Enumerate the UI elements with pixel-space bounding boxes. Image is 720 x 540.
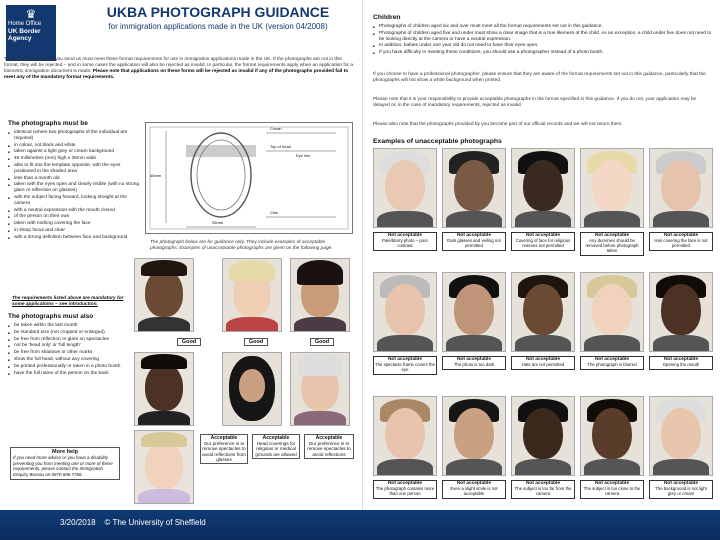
children-heading: Children xyxy=(373,14,401,21)
intro-note: Please note that applications on these forms will be rejected as invalid if any of the photographs provided fail to meet any of the mandatory format requirements. xyxy=(4,69,349,81)
photo-also-item: ■ not be 'head only' or 'full length' xyxy=(8,343,123,349)
children-item: ■ In addition, babies under one year old do not need to have their eyes open. xyxy=(373,43,713,49)
photo-also-item: ■ be standard size (not cropped or enlarged) xyxy=(8,330,123,336)
page-subtitle: for immigration applications made in the UK (version 04/2008) xyxy=(108,22,328,31)
photo-must-item: ■ 45 millimetres (mm) high x 35mm wide xyxy=(8,156,140,162)
more-help-box xyxy=(10,447,120,480)
photo-must-item: ■ less than a month old xyxy=(8,176,140,182)
not-acceptable-label xyxy=(580,480,644,499)
photo-must-item: ■ with a neutral expression with the mouth closed xyxy=(8,208,140,214)
not-acceptable-head: Not acceptable xyxy=(663,481,699,486)
unacceptable-photo-2-3 xyxy=(511,272,575,352)
unacceptable-photo-1-1 xyxy=(373,148,437,228)
more-help-text: If you need more advice or you have a disability preventing you from meeting one or more of these requirements, please contact the Immigration Enquiry Bureau on 0870 606 7766. xyxy=(13,455,113,477)
footer xyxy=(60,518,206,527)
not-acceptable-head: Not acceptable xyxy=(387,481,423,486)
not-acceptable-label xyxy=(649,356,713,370)
unacceptable-photo-1-5 xyxy=(649,148,713,228)
responsibility-paragraph: Please note that it is your responsibility to provide acceptable photographs in the format specified in this guidance. If you do not, your application may be delayed or, in the case of mandatory requirements, rejected as invalid. xyxy=(373,97,697,109)
not-acceptable-head: Not acceptable xyxy=(387,357,423,362)
not-acceptable-head: Not acceptable xyxy=(525,357,561,362)
photo-also-list xyxy=(8,323,123,377)
acceptable-note-2: Acceptable Head coverings for religious or medical grounds are allowed xyxy=(252,434,300,459)
not-acceptable-head: Not acceptable xyxy=(456,481,492,486)
unacceptable-photo-3-3 xyxy=(511,396,575,476)
diagram-label-crown: Crown xyxy=(270,126,282,131)
not-acceptable-label xyxy=(649,480,713,499)
photo-must-item: ■ able to fit into the template opposite, with the eyes positioned in the shaded area xyxy=(8,163,140,175)
photo-must-item: ■ taken with the eyes open and clearly visible (with no strong glare or reflection on glasses) xyxy=(8,182,140,194)
children-item: ■ Photographs of children aged five and under must show a clear image that is a true likeness of the child. As an exception, a child under five does not need to be looking directly at the camera or have a neutral expression. xyxy=(373,31,713,43)
not-acceptable-label xyxy=(373,232,437,251)
photographer-paragraph: If you choose to have a professional photographer, please ensure that they are aware of the format requirements set out in this guidance, particularly that the photographs will not show a white background when printed. xyxy=(373,72,706,84)
not-acceptable-reason: The subject is too close to the camera xyxy=(583,485,641,496)
page-title: UKBA PHOTOGRAPH GUIDANCE xyxy=(106,4,330,20)
diagram-label-width: 35mm xyxy=(212,220,224,225)
unacceptable-heading: Examples of unacceptable photographs xyxy=(373,138,502,145)
photo-good-woman xyxy=(290,258,350,332)
not-acceptable-head: Not acceptable xyxy=(663,233,699,238)
unacceptable-photo-1-3 xyxy=(511,148,575,228)
photo-accept-baby xyxy=(134,430,194,504)
photo-accept-man-glasses xyxy=(134,352,194,426)
photo-also-item: ■ be free from reflection or glare on spectacles xyxy=(8,337,123,343)
acceptable-note-1: Acceptable Our preference is to remove spectacles to avoid reflections from glasses xyxy=(200,434,248,464)
not-acceptable-label xyxy=(442,356,506,370)
not-acceptable-label xyxy=(649,232,713,251)
unacceptable-photo-2-4 xyxy=(580,272,644,352)
photo-also-item: ■ show the full head, without any covering xyxy=(8,357,123,363)
not-acceptable-label xyxy=(442,232,506,251)
not-acceptable-head: Not acceptable xyxy=(594,357,630,362)
unacceptable-photo-1-4 xyxy=(580,148,644,228)
not-acceptable-reason: The background is not light grey or cream xyxy=(655,485,707,496)
not-acceptable-reason: Any dummies should be removed before photograph taken xyxy=(585,237,639,253)
not-acceptable-head: Not acceptable xyxy=(594,233,630,238)
photo-must-list xyxy=(8,130,140,242)
photo-also-item: ■ be taken within the last month xyxy=(8,323,123,329)
photo-also-item: ■ have the full name of the person on the back xyxy=(8,371,123,377)
not-acceptable-reason: The photograph is blurred xyxy=(587,361,637,367)
more-help-heading: More help xyxy=(52,449,78,455)
unacceptable-photo-3-5 xyxy=(649,396,713,476)
photo-must-heading: The photographs must be xyxy=(8,120,88,127)
photo-good-man xyxy=(134,258,194,332)
not-acceptable-reason: The subject is too far from the camera xyxy=(514,485,572,496)
photo-must-item: ■ taken with nothing covering the face xyxy=(8,221,140,227)
not-acceptable-reason: Covering of face for religious reasons not permitted xyxy=(515,237,571,248)
photo-accept-headscarf xyxy=(222,352,282,426)
unacceptable-photo-3-2 xyxy=(442,396,506,476)
photo-must-item: ■ in colour, not black and white xyxy=(8,143,140,149)
not-acceptable-reason: Pale/blurry photo – poor contrast xyxy=(382,237,428,248)
not-acceptable-head: Not acceptable xyxy=(663,357,699,362)
not-acceptable-reason: The photograph contains more than one person xyxy=(375,485,435,496)
photo-must-item: ■ identical (where two photographs of the individual are required) xyxy=(8,130,140,142)
not-acceptable-label xyxy=(580,232,644,256)
photo-must-item: ■ in sharp focus and clear xyxy=(8,228,140,234)
diagram-label-eyes: Eye line xyxy=(296,153,311,158)
intro-text xyxy=(4,57,358,81)
children-item: ■ Photographs of children aged six and over must meet all the format requirements set out in this guidance. xyxy=(373,24,713,30)
not-acceptable-head: Not acceptable xyxy=(387,233,423,238)
records-paragraph: Please also note that the photographs provided by you become part of our official records and we will not return them. xyxy=(373,122,623,127)
not-acceptable-reason: The photo is too dark xyxy=(453,361,495,367)
intro-paragraph: The photographs which you send us must meet these format requirements for use in immigration applications made in the UK. If the photographs are not in this format, they will be rejected – and in some cases the application will also be rejected as invalid. In particular, the format requirements apply when an application for a biometric immigration document is made. xyxy=(4,57,354,75)
not-acceptable-label xyxy=(511,480,575,499)
not-acceptable-head: Not acceptable xyxy=(525,233,561,238)
photo-must-item: ■ with a strong definition between face and background xyxy=(8,235,140,241)
not-acceptable-label xyxy=(373,480,437,499)
template-diagram xyxy=(145,122,353,234)
photo-must-item: ■ of the person on their own xyxy=(8,214,140,220)
not-acceptable-head: Not acceptable xyxy=(594,481,630,486)
not-acceptable-reason: Dark glasses and veiling not permitted xyxy=(447,237,501,248)
ukba-logo xyxy=(6,5,56,61)
not-acceptable-label xyxy=(373,356,437,375)
logo-name: UK Border Agency xyxy=(8,27,41,43)
diagram-label-chin: Chin xyxy=(270,210,279,215)
photo-also-heading: The photographs must also xyxy=(8,313,94,320)
photo-good-child xyxy=(222,258,282,332)
not-acceptable-reason: Hats are not permitted xyxy=(521,361,565,367)
not-acceptable-head: Not acceptable xyxy=(525,481,561,486)
not-acceptable-label xyxy=(442,480,506,499)
not-acceptable-label xyxy=(511,232,575,251)
unacceptable-photo-1-2 xyxy=(442,148,506,228)
unacceptable-photo-3-1 xyxy=(373,396,437,476)
good-label-2: Good xyxy=(244,338,268,346)
not-acceptable-reason: Hair covering the face is not permitted xyxy=(654,237,708,248)
photo-also-item: ■ be free from shadows or other marks xyxy=(8,350,123,356)
photo-must-item: ■ with the subject facing forward, looking straight at the camera xyxy=(8,195,140,207)
unacceptable-photo-2-1 xyxy=(373,272,437,352)
mandatory-note: The requirements listed above are mandatory for some applications – see introduction. xyxy=(12,296,124,307)
unacceptable-photo-2-2 xyxy=(442,272,506,352)
photo-also-item: ■ be printed professionally or taken in a photo booth xyxy=(8,364,123,370)
photo-must-item: ■ taken against a light grey or cream background xyxy=(8,149,140,155)
template-svg xyxy=(146,123,352,233)
right-guidance-page xyxy=(362,0,720,540)
not-acceptable-reason: Opening the mouth xyxy=(662,361,700,367)
acceptable-note-3: Acceptable Our preference is to remove spectacles to avoid reflections xyxy=(304,434,354,459)
unacceptable-photo-2-5 xyxy=(649,272,713,352)
photo-accept-elderly-glasses xyxy=(290,352,350,426)
not-acceptable-label xyxy=(580,356,644,370)
not-acceptable-reason: Even a slight smile is not acceptable xyxy=(450,485,498,496)
footer-org: © The University of Sheffield xyxy=(104,518,206,527)
good-label-3: Good xyxy=(310,338,334,346)
crest-icon: ♛ xyxy=(25,7,37,21)
diagram-label-height: 45mm xyxy=(150,173,162,178)
footer-date: 3/20/2018 xyxy=(60,518,96,527)
logo-org: Home Office xyxy=(8,21,42,27)
not-acceptable-head: Not acceptable xyxy=(456,233,492,238)
not-acceptable-head: Not acceptable xyxy=(456,357,492,362)
unacceptable-photo-3-4 xyxy=(580,396,644,476)
good-label-1: Good xyxy=(177,338,201,346)
not-acceptable-label xyxy=(511,356,575,370)
children-item: ■ If you have difficulty in meeting these conditions, you should use a photographer instead of a photo booth. xyxy=(373,50,713,56)
not-acceptable-reason: The spectacle frame covers the eye xyxy=(375,361,435,372)
diagram-caption: The photograph below are for guidance only. They include examples of acceptable photographs. Examples of unacceptable photographs are given on the following page. xyxy=(150,240,333,251)
children-list xyxy=(373,24,713,57)
diagram-label-top: Top of head xyxy=(270,144,291,149)
